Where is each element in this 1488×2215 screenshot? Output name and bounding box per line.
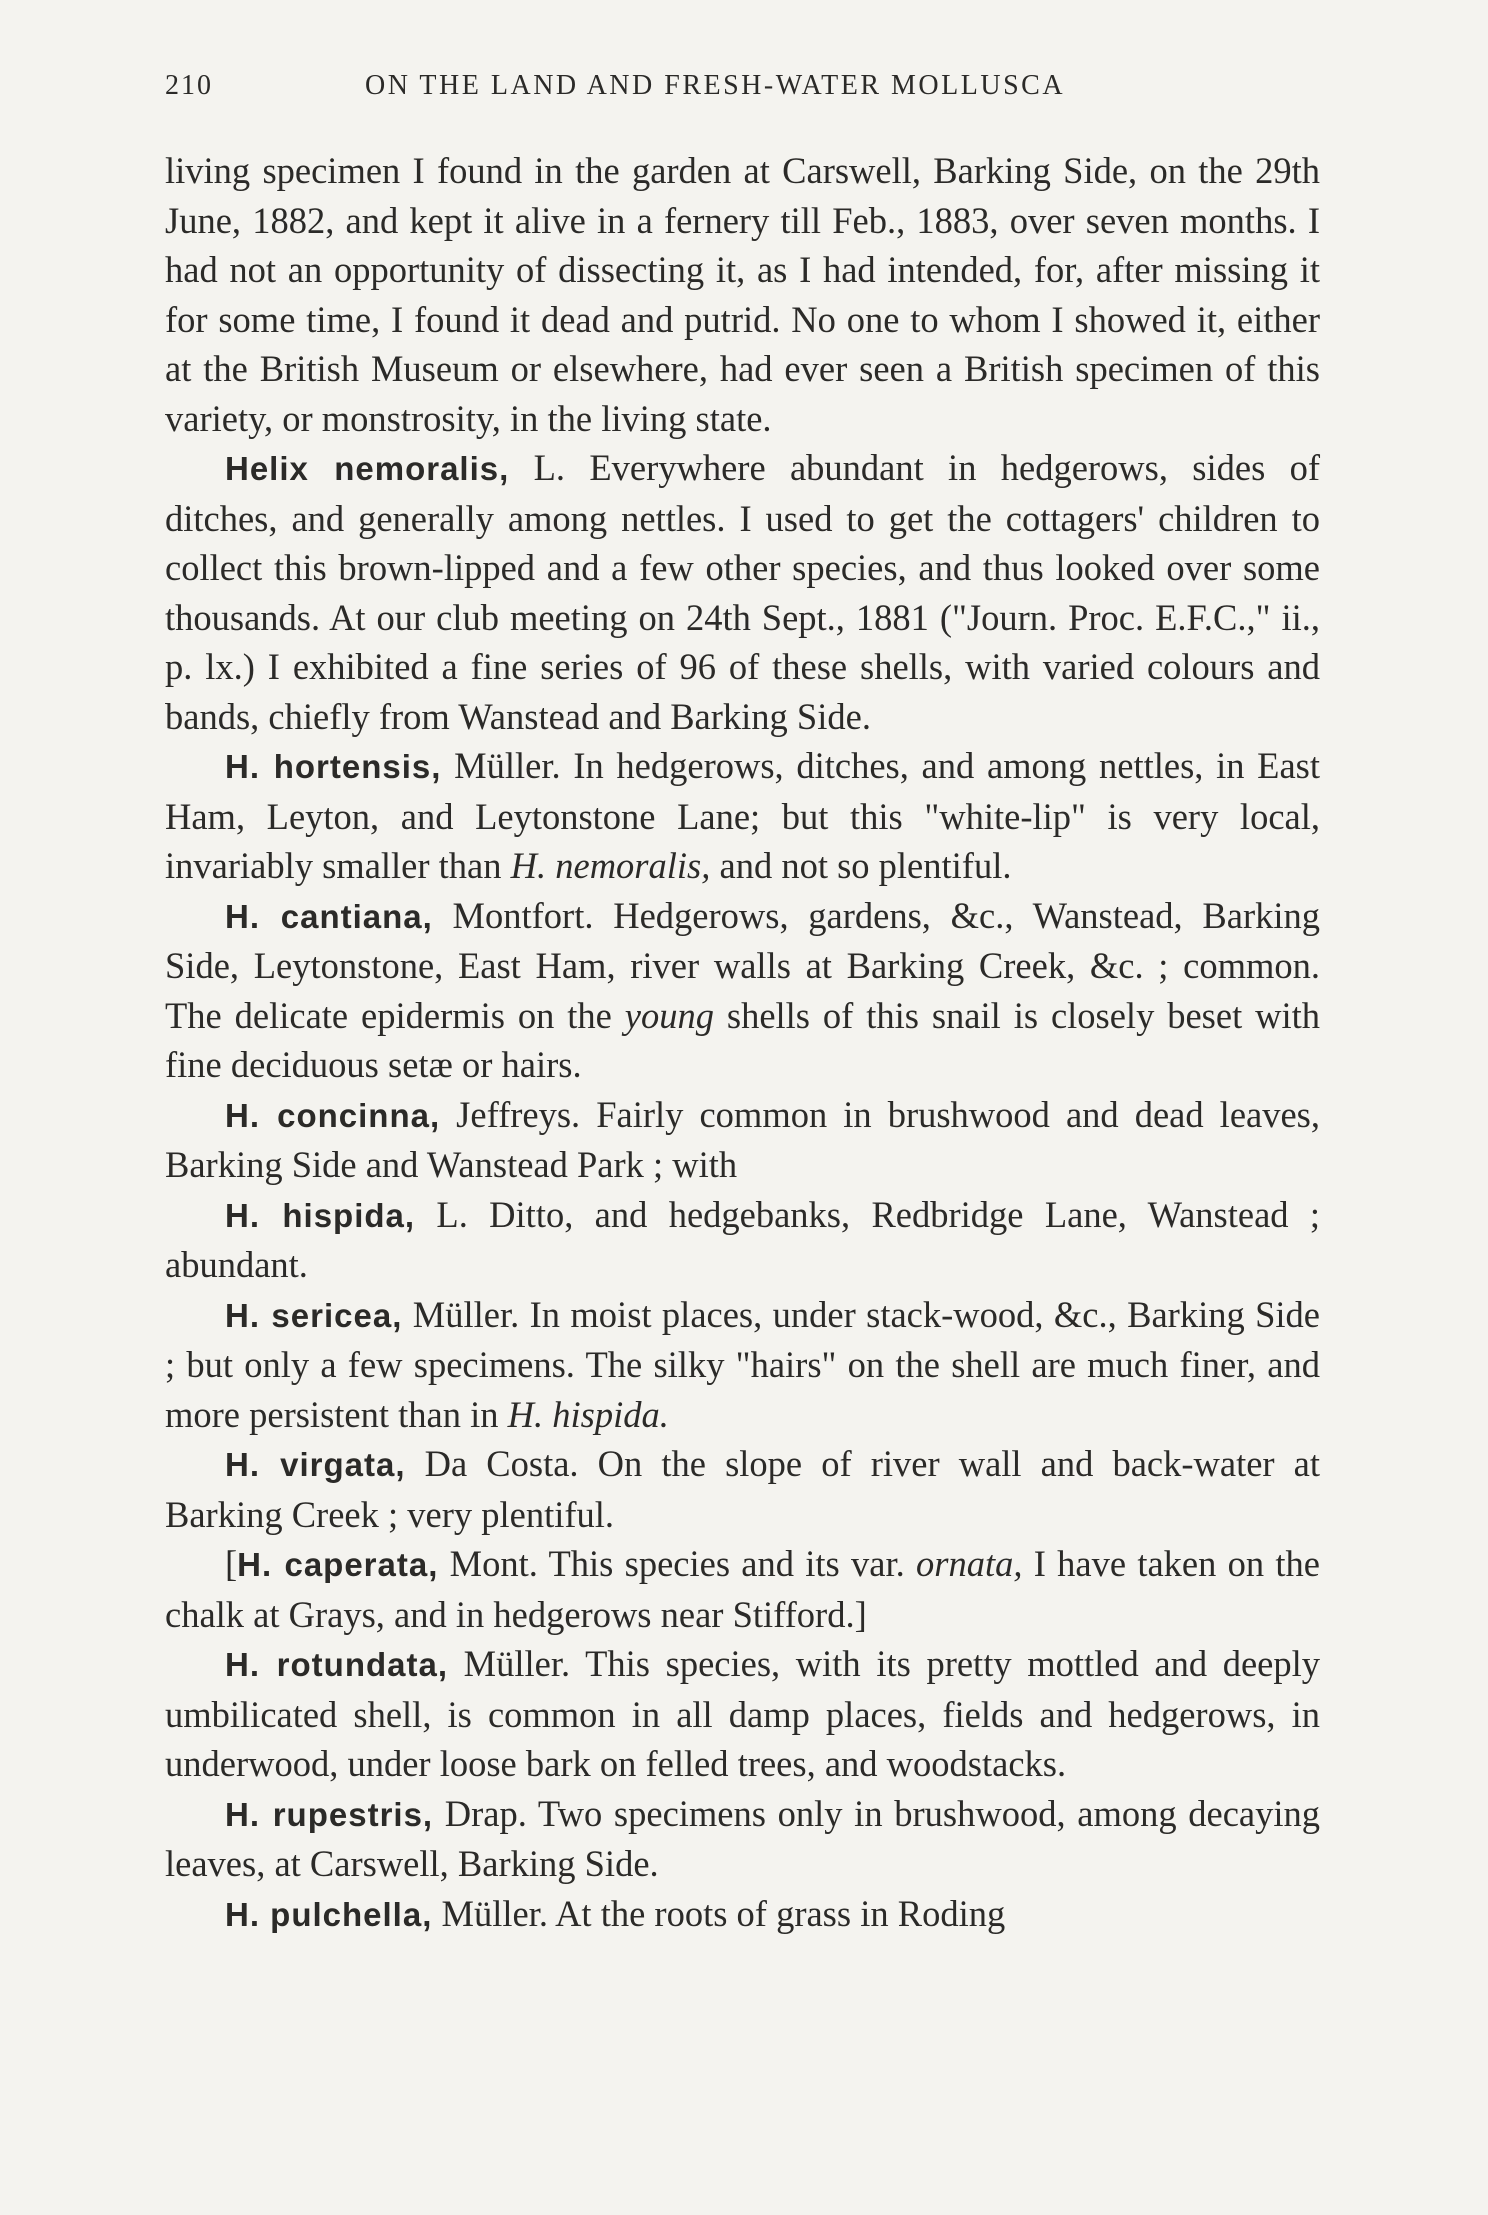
entry-text: Ditto, and hedgebanks, Redbridge Lane, Wanstead ; abundant. (165, 1193, 1321, 1285)
page-number: 210 (165, 70, 213, 101)
species-author: Drap. (433, 1792, 527, 1834)
species-name: H. cantiana, (225, 897, 433, 935)
species-name: H. hispida, (225, 1196, 416, 1234)
entry-text: At the roots of grass in Roding (555, 1892, 1006, 1934)
species-author: Da Costa. (405, 1443, 579, 1484)
species-author: L. (415, 1193, 468, 1235)
entry-text-end: shells of this snail is closely beset with fine deciduous setæ or hairs. (165, 994, 1321, 1085)
entry-h-hispida (165, 1190, 1320, 1290)
entry-h-pulchella (165, 1889, 1320, 1940)
entry-text: In moist places, under stack-wood, &c., Barking Side ; but only a few specimens. The silky "hairs" on the shell are much finer, and more persistent than in (165, 1293, 1321, 1435)
entry-h-cantiana (165, 891, 1320, 1090)
running-title: ON THE LAND AND FRESH-WATER MOLLUSCA (365, 70, 1066, 101)
italic-variety: ornata, (916, 1543, 1023, 1584)
species-author: Müller. (402, 1293, 520, 1335)
entry-h-concinna (165, 1090, 1320, 1190)
entry-h-virgata (165, 1439, 1320, 1539)
paragraph-continuation (165, 146, 1320, 443)
entry-text: This species and its var. (548, 1543, 905, 1584)
species-author: Müller. (448, 1643, 571, 1684)
body-text (165, 146, 1320, 1939)
species-author: Müller. (432, 1892, 548, 1934)
entry-h-hortensis (165, 741, 1320, 891)
entry-text-end: and not so plentiful. (719, 845, 1012, 886)
paragraph-text: living specimen I found in the garden at Carswell, Barking Side, on the 29th June, 1882, and kept it alive in a fernery till Feb., 1883, over seven months. I had not an opportunity of dissecting it, as I had intended, for, after missing it for some time, I found it dead and putrid. No one to whom I showed it, either at the British Museum or elsewhere, had ever seen a British specimen of this variety, or monstrosity, in the living state. (165, 150, 1320, 439)
entry-text: Fairly common in brushwood and dead leaves, Barking Side and Wanstead Park ; with (165, 1093, 1320, 1185)
page-header (165, 70, 1325, 120)
species-name: Helix nemoralis, (225, 450, 510, 487)
species-name: H. virgata, (225, 1446, 406, 1483)
species-name: H. concinna, (225, 1096, 441, 1134)
entry-h-rotundata (165, 1639, 1320, 1789)
entry-h-sericea (165, 1290, 1320, 1440)
italic-species: H. hispida. (507, 1393, 669, 1435)
species-author: Müller. (441, 745, 561, 786)
entry-text-end: I have taken on the chalk at Grays, and in hedgerows near Stifford.] (165, 1543, 1320, 1635)
entry-h-rupestris (165, 1789, 1320, 1889)
entry-text: Two specimens only in brushwood, among decaying leaves, at Carswell, Barking Side. (165, 1792, 1321, 1884)
entry-helix-nemoralis (165, 443, 1320, 741)
species-name: H. sericea, (225, 1296, 403, 1334)
entry-text: This species, with its pretty mottled and deeply umbilicated shell, is common in all damp places, fields and hedgerows, in underwood, under loose bark on felled trees, and woodstacks. (165, 1643, 1321, 1784)
italic-word: young (624, 994, 714, 1036)
species-name: H. caperata, (237, 1546, 439, 1583)
entry-text: Everywhere abundant in hedgerows, sides of ditches, and generally among nettles. I used to get the cottagers' children to collect this brown-lipped and a few other species, and thus looked over some thousands. At our club meeting on 24th Sept., 1881 ("Journ. Proc. E.F.C.," ii., p. lx.) I exhibited a fine series of 96 of these shells, with varied colours and bands, chiefly from Wanstead and Barking Side. (165, 447, 1321, 737)
species-author: Jeffreys. (440, 1093, 581, 1135)
species-author: Mont. (438, 1543, 538, 1584)
italic-species: H. nemoralis, (510, 845, 711, 886)
species-name: H. rupestris, (225, 1795, 434, 1833)
species-name: H. hortensis, (225, 748, 442, 785)
entry-text: Hedgerows, gardens, &c., Wanstead, Barking Side, Leytonstone, East Ham, river walls at Barking Creek, &c. ; common. The delicate epidermis on the (165, 894, 1320, 1036)
species-name: H. pulchella, (225, 1895, 433, 1933)
entry-h-caperata (165, 1539, 1320, 1639)
bracket-open: [ (225, 1543, 238, 1584)
species-name: H. rotundata, (225, 1646, 449, 1683)
entry-text: In hedgerows, ditches, and among nettles, in East Ham, Leyton, and Leytonstone Lane; but this "white-lip" is very local, invariably smaller than (165, 745, 1321, 886)
species-author: Montfort. (432, 894, 594, 936)
entry-text: On the slope of river wall and back-water at Barking Creek ; very plentiful. (165, 1443, 1321, 1535)
species-author: L. (509, 447, 566, 488)
